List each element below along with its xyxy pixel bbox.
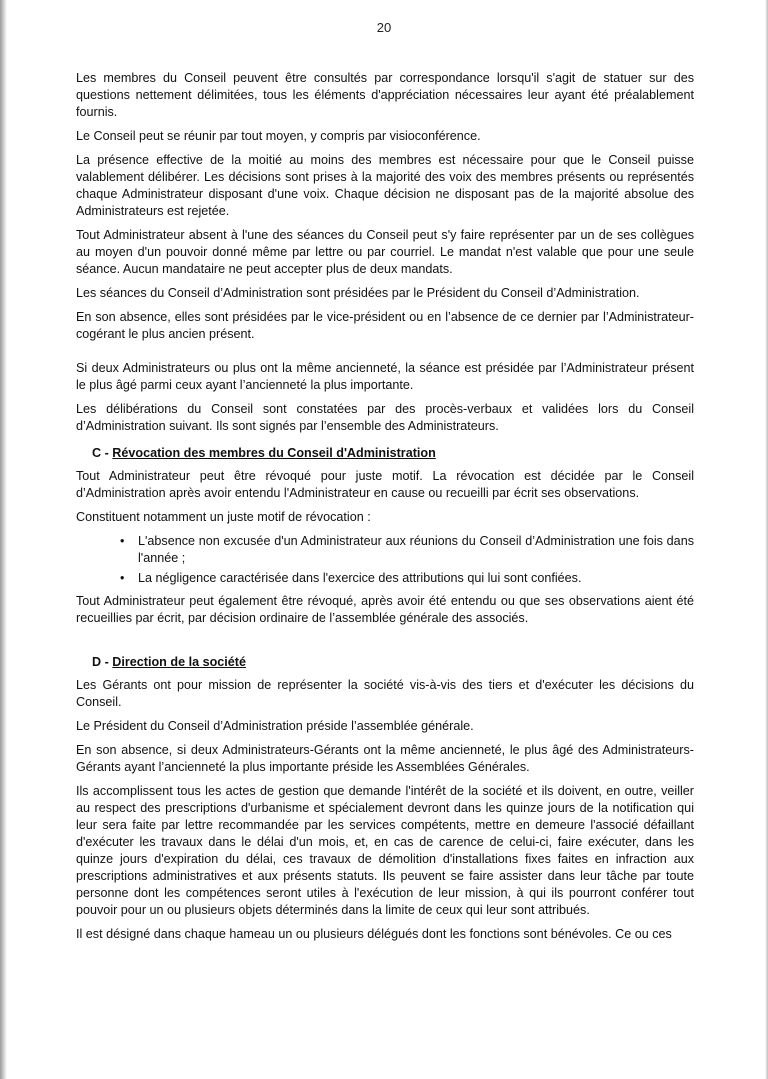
paragraph: En son absence, elles sont présidées par le vice-président ou en l’absence de ce dernier par l’Administrateur-cogérant le plus ancien présent. bbox=[76, 310, 694, 341]
paragraph: Constituent notamment un juste motif de révocation : bbox=[76, 510, 371, 524]
paragraph: Les séances du Conseil d’Administration sont présidées par le Président du Conseil d’Administration. bbox=[76, 286, 640, 300]
section-c-heading bbox=[92, 445, 694, 462]
paragraph: En son absence, si deux Administrateurs-Gérants ont la même ancienneté, le plus âgé des Administrateurs-Gérants ayant l’ancienneté la plus importante préside les Assemblées Générales. bbox=[76, 743, 694, 774]
list-item bbox=[120, 533, 694, 567]
paragraph: Tout Administrateur absent à l'une des séances du Conseil peut s'y faire représenter par un de ses collègues au moyen d'un pouvoir donné même par lettre ou par courriel. Le mandat n'est valable que pour une seule séance. Aucun mandataire ne peut accepter plus de deux mandats. bbox=[76, 228, 694, 276]
section-d-heading bbox=[92, 654, 694, 671]
paragraph: Le Président du Conseil d’Administration préside l’assemblée générale. bbox=[76, 719, 474, 733]
paragraph: Les délibérations du Conseil sont constatées par des procès-verbaux et validées lors du Conseil d’Administration suivant. Ils sont signés par l’ensemble des Administrateurs. bbox=[76, 402, 694, 433]
section-c-title: Révocation des membres du Conseil d'Administration bbox=[112, 446, 436, 460]
spacer bbox=[76, 350, 694, 360]
section-d-prefix: D - bbox=[92, 655, 113, 669]
bullet-icon: • bbox=[120, 571, 125, 585]
paragraph: Tout Administrateur peut également être révoqué, après avoir été entendu ou que ses observations aient été recueillies par écrit, par décision ordinaire de l’assemblée générale des associés. bbox=[76, 594, 694, 625]
paragraph: Si deux Administrateurs ou plus ont la même ancienneté, la séance est présidée par l’Administrateur présent le plus âgé parmi ceux ayant l’ancienneté la plus importante. bbox=[76, 361, 694, 392]
document-body bbox=[76, 70, 694, 950]
section-c-prefix: C - bbox=[92, 446, 113, 460]
paragraph: Les membres du Conseil peuvent être consultés par correspondance lorsqu'il s'agit de statuer sur des questions nettement délimitées, tous les éléments d'appréciation nécessaires leur ayant été préalablement fournis. bbox=[76, 71, 694, 119]
paragraph: Il est désigné dans chaque hameau un ou plusieurs délégués dont les fonctions sont bénévoles. Ce ou ces bbox=[76, 927, 672, 941]
section-d-title: Direction de la société bbox=[112, 655, 246, 669]
paragraph: Tout Administrateur peut être révoqué pour juste motif. La révocation est décidée par le Conseil d’Administration après avoir entendu l'Administrateur en cause ou recueilli par écrit ses observations. bbox=[76, 469, 694, 500]
paragraph: Ils accomplissent tous les actes de gestion que demande l'intérêt de la société et ils doivent, en outre, veiller au respect des prescriptions d'urbanisme et spécialement devront dans les quinze jours de la notification qui leur sera faite par lettre recommandée par les services compétents, mettre en demeure l'associé défaillant d'exécuter les travaux dans le délai d'un mois, et, en cas de carence de celui-ci, faire exécuter, dans les quinze jours d'expiration du délai, ces travaux de démolition d'installations fixes faites en infraction aux prescriptions administratives et aux présents statuts. Ils peuvent se faire assister dans leur tâche par toute personne dont les compétences seront utiles à l'exécution de leur mission, à qui ils pourront conférer tout pouvoir pour un ou plusieurs objets déterminés dans la limite de ceux qui leur sont attribués. bbox=[76, 784, 694, 917]
paragraph: Les Gérants ont pour mission de représenter la société vis-à-vis des tiers et d'exécuter les décisions du Conseil. bbox=[76, 678, 694, 709]
revocation-reasons-list bbox=[76, 533, 694, 587]
list-item-text: L'absence non excusée d'un Administrateur aux réunions du Conseil d’Administration une fois dans l'année ; bbox=[138, 534, 694, 565]
page-left-edge-shadow bbox=[0, 0, 7, 1079]
paragraph: Le Conseil peut se réunir par tout moyen, y compris par visioconférence. bbox=[76, 129, 481, 143]
spacer bbox=[76, 634, 694, 644]
list-item-text: La négligence caractérisée dans l'exercice des attributions qui lui sont confiées. bbox=[138, 571, 582, 585]
list-item bbox=[120, 570, 694, 587]
paragraph: La présence effective de la moitié au moins des membres est nécessaire pour que le Conseil puisse valablement délibérer. Les décisions sont prises à la majorité des voix des membres présents ou représentés chaque Administrateur disposant d'une voix. Chaque décision ne disposant pas de la majorité absolue des Administrateurs est rejetée. bbox=[76, 153, 694, 218]
page-number: 20 bbox=[376, 20, 392, 35]
bullet-icon: • bbox=[120, 534, 125, 548]
